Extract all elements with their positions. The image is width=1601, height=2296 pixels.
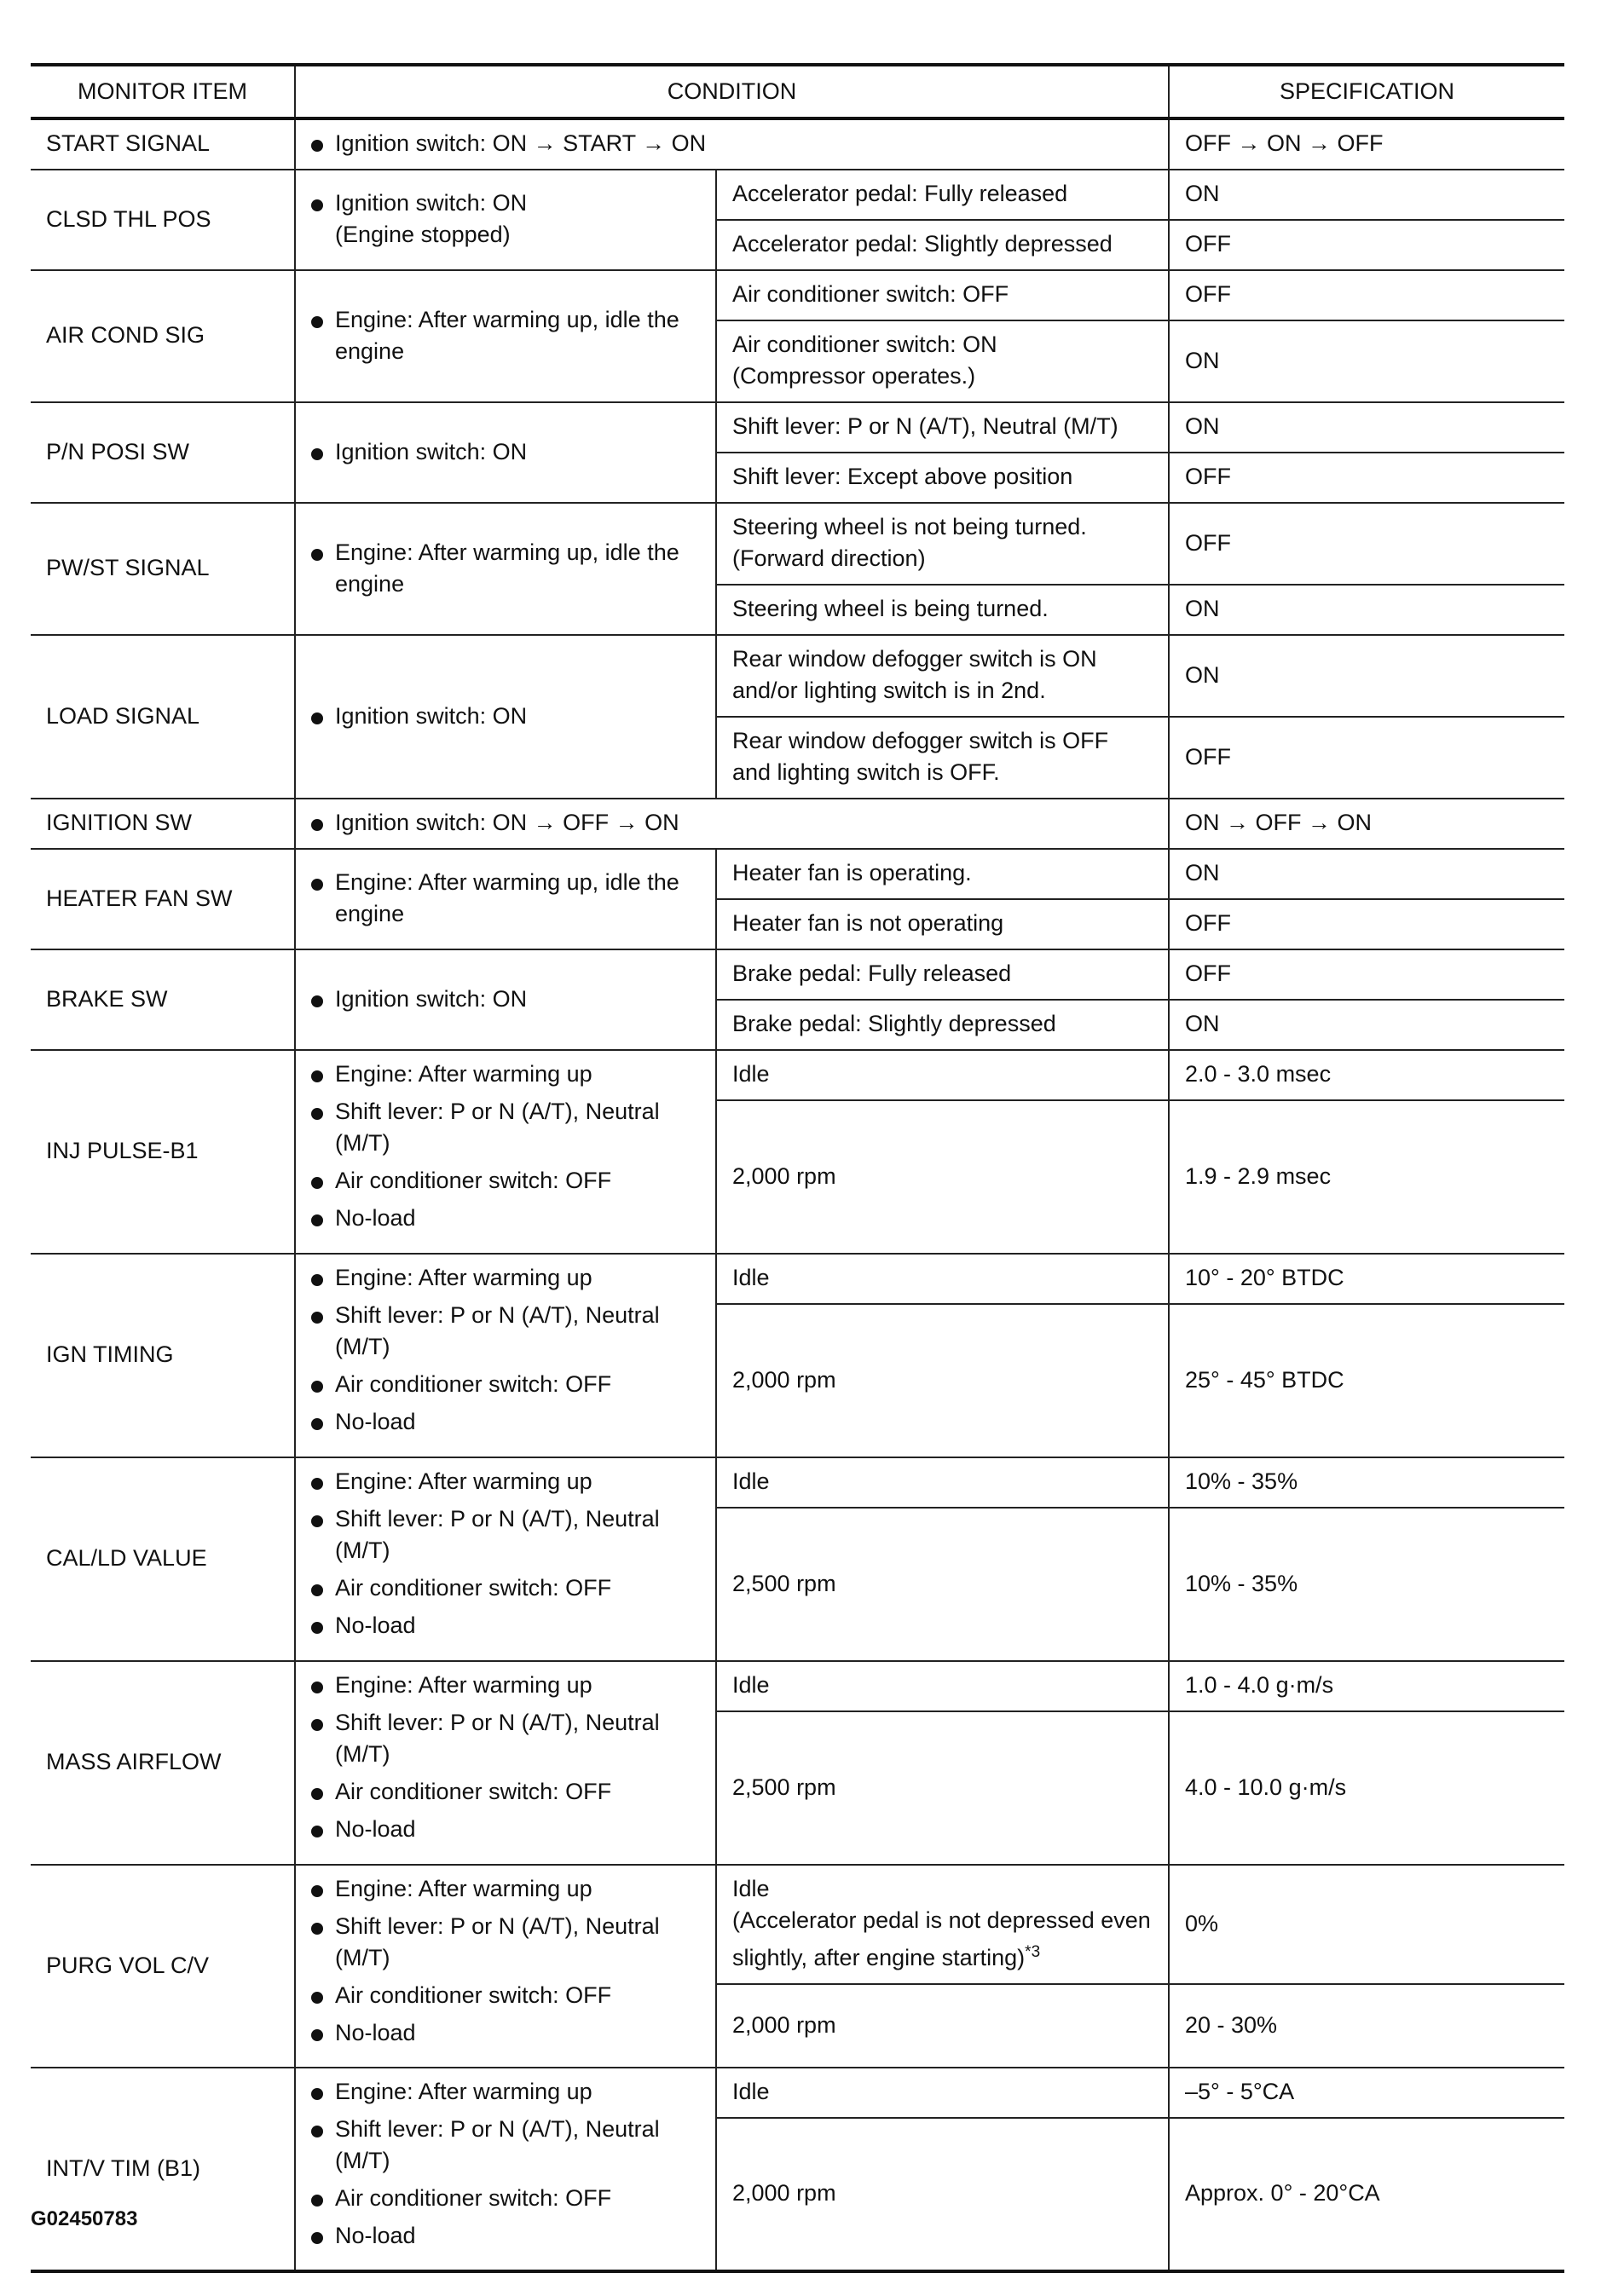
bullet-icon [311,549,323,561]
spec-cell: ON [1169,170,1564,220]
item-pwst-signal: PW/ST SIGNAL [31,503,295,635]
sub-condition-cell: 2,000 rpm [716,2118,1169,2271]
table-row [31,2068,1564,2118]
condition-cell: Engine: After warming up, idle the engine [295,849,716,949]
condition-cell: Ignition switch: ON [295,402,716,503]
sub-condition-cell: Idle [716,2068,1169,2118]
spec-cell: OFF [1169,503,1564,585]
spec-cell: –5° - 5°CA [1169,2068,1564,2118]
item-brake-sw: BRAKE SW [31,949,295,1050]
table-row [31,402,1564,453]
sub-condition-cell: Brake pedal: Slightly depressed [716,1000,1169,1050]
figure-code: G02450783 [31,2207,138,2230]
spec-cell: OFF [1169,270,1564,320]
spec-cell: ON [1169,320,1564,402]
header-specification: SPECIFICATION [1169,65,1564,118]
spec-cell: OFF [1169,949,1564,1000]
bullet-icon [311,1885,323,1897]
item-cal-ld-value: CAL/LD VALUE [31,1457,295,1661]
bullet-icon [311,2029,323,2041]
table-header-row [31,65,1564,118]
item-clsd-thl-pos: CLSD THL POS [31,170,295,270]
table-row [31,170,1564,220]
bullet-icon [311,1214,323,1226]
bullet-icon [311,1070,323,1082]
spec-cell: 4.0 - 10.0 g·m/s [1169,1711,1564,1865]
sub-condition-cell: 2,000 rpm [716,1100,1169,1254]
item-purg-vol-cv: PURG VOL C/V [31,1865,295,2068]
item-air-cond-sig: AIR COND SIG [31,270,295,402]
condition-cell: Engine: After warming up Shift lever: P or N (A/T), Neutral (M/T) Air conditioner switch: OFF No-load [295,2068,716,2271]
sub-condition-cell: Brake pedal: Fully released [716,949,1169,1000]
sub-condition-cell: Shift lever: Except above position [716,453,1169,503]
sub-condition-cell: Steering wheel is not being turned. (Forward direction) [716,503,1169,585]
table-row [31,1050,1564,1100]
item-heater-fan-sw: HEATER FAN SW [31,849,295,949]
spec-cell: OFF [1169,717,1564,799]
bullet-icon [311,1622,323,1634]
header-monitor-item: MONITOR ITEM [31,65,295,118]
bullet-icon [311,1312,323,1324]
sub-condition-cell: Accelerator pedal: Slightly depressed [716,220,1169,270]
spec-cell: 25° - 45° BTDC [1169,1304,1564,1457]
bullet-icon [311,1478,323,1490]
bullet-icon [311,819,323,831]
condition-cell: Ignition switch: ON → START → ON [295,118,1169,170]
bullet-icon [311,140,323,152]
bullet-icon [311,1923,323,1935]
spec-cell: OFF [1169,453,1564,503]
spec-cell: 0% [1169,1865,1564,1984]
spec-cell: ON [1169,635,1564,717]
sub-condition-cell: Idle [716,1661,1169,1711]
table-row [31,1254,1564,1304]
bullet-icon [311,1381,323,1393]
table-row [31,949,1564,1000]
condition-cell: Engine: After warming up Shift lever: P or N (A/T), Neutral (M/T) Air conditioner switch: OFF No-load [295,1254,716,1457]
footnote-marker: *3 [1025,1943,1041,1961]
bullet-icon [311,1992,323,2004]
table-row [31,118,1564,170]
condition-cell: Engine: After warming up Shift lever: P or N (A/T), Neutral (M/T) Air conditioner switch: OFF No-load [295,1661,716,1865]
item-int-v-tim-b1: INT/V TIM (B1) [31,2068,295,2271]
condition-cell: Ignition switch: ON [295,949,716,1050]
spec-cell: Approx. 0° - 20°CA [1169,2118,1564,2271]
spec-cell: ON [1169,402,1564,453]
spec-cell: 1.0 - 4.0 g·m/s [1169,1661,1564,1711]
spec-cell: ON → OFF → ON [1169,799,1564,849]
item-load-signal: LOAD SIGNAL [31,635,295,799]
table-row [31,1457,1564,1508]
table-row [31,1661,1564,1711]
condition-cell: Engine: After warming up, idle the engine [295,270,716,402]
sub-condition-cell: Accelerator pedal: Fully released [716,170,1169,220]
bullet-icon [311,2088,323,2100]
sub-condition-cell: Rear window defogger switch is OFF and lighting switch is OFF. [716,717,1169,799]
sub-condition-cell: Idle [716,1050,1169,1100]
condition-cell: Engine: After warming up Shift lever: P or N (A/T), Neutral (M/T) Air conditioner switch: OFF No-load [295,1865,716,2068]
sub-condition-cell: Air conditioner switch: ON (Compressor operates.) [716,320,1169,402]
bullet-icon [311,995,323,1007]
bullet-icon [311,199,323,211]
spec-cell: 10° - 20° BTDC [1169,1254,1564,1304]
sub-condition-cell: 2,500 rpm [716,1711,1169,1865]
spec-cell: 10% - 35% [1169,1508,1564,1661]
sub-condition-cell: Heater fan is operating. [716,849,1169,899]
bullet-icon [311,1418,323,1430]
bullet-icon [311,1108,323,1120]
item-start-signal: START SIGNAL [31,118,295,170]
condition-cell: Engine: After warming up Shift lever: P or N (A/T), Neutral (M/T) Air conditioner switch: OFF No-load [295,1050,716,1254]
bullet-icon [311,1177,323,1189]
bullet-icon [311,1515,323,1527]
table-row [31,270,1564,320]
sub-condition-cell: Air conditioner switch: OFF [716,270,1169,320]
condition-cell: Ignition switch: ON (Engine stopped) [295,170,716,270]
table-row [31,849,1564,899]
bullet-icon [311,1826,323,1837]
condition-cell: Ignition switch: ON → OFF → ON [295,799,1169,849]
bullet-icon [311,2232,323,2244]
spec-cell: OFF [1169,220,1564,270]
table-row [31,1865,1564,1984]
bullet-icon [311,712,323,724]
spec-cell: 20 - 30% [1169,1984,1564,2068]
table-row [31,503,1564,585]
bullet-icon [311,1682,323,1693]
table-row [31,635,1564,717]
bullet-icon [311,1274,323,1286]
bullet-icon [311,1719,323,1731]
spec-cell: 1.9 - 2.9 msec [1169,1100,1564,1254]
sub-condition-cell: Steering wheel is being turned. [716,585,1169,635]
bullet-icon [311,448,323,460]
spec-table-container [31,63,1564,2273]
spec-cell: OFF → ON → OFF [1169,118,1564,170]
sub-condition-cell: Idle [716,1457,1169,1508]
spec-cell: ON [1169,585,1564,635]
condition-cell: Engine: After warming up Shift lever: P or N (A/T), Neutral (M/T) Air conditioner switch: OFF No-load [295,1457,716,1661]
item-inj-pulse-b1: INJ PULSE-B1 [31,1050,295,1254]
sub-condition-cell: 2,500 rpm [716,1508,1169,1661]
bullet-icon [311,2195,323,2207]
spec-cell: ON [1169,849,1564,899]
header-condition: CONDITION [295,65,1169,118]
sub-condition-cell: Rear window defogger switch is ON and/or lighting switch is in 2nd. [716,635,1169,717]
item-pn-posi-sw: P/N POSI SW [31,402,295,503]
table-row [31,799,1564,849]
item-ignition-sw: IGNITION SW [31,799,295,849]
item-ign-timing: IGN TIMING [31,1254,295,1457]
spec-cell: 2.0 - 3.0 msec [1169,1050,1564,1100]
bullet-icon [311,1788,323,1800]
bullet-icon [311,2126,323,2137]
sub-condition-cell: Idle [716,1254,1169,1304]
condition-cell: Ignition switch: ON [295,635,716,799]
condition-cell: Engine: After warming up, idle the engine [295,503,716,635]
spec-cell: ON [1169,1000,1564,1050]
sub-condition-cell: Shift lever: P or N (A/T), Neutral (M/T) [716,402,1169,453]
sub-condition-cell: 2,000 rpm [716,1304,1169,1457]
item-mass-airflow: MASS AIRFLOW [31,1661,295,1865]
bullet-icon [311,879,323,891]
spec-cell: 10% - 35% [1169,1457,1564,1508]
sub-condition-cell: Idle (Accelerator pedal is not depressed even slightly, after engine starting)$^{*3}$ [716,1865,1169,1984]
bullet-icon [311,316,323,328]
spec-cell: OFF [1169,899,1564,949]
monitor-spec-table [31,63,1564,2273]
sub-condition-cell: 2,000 rpm [716,1984,1169,2068]
sub-condition-cell: Heater fan is not operating [716,899,1169,949]
bullet-icon [311,1584,323,1596]
